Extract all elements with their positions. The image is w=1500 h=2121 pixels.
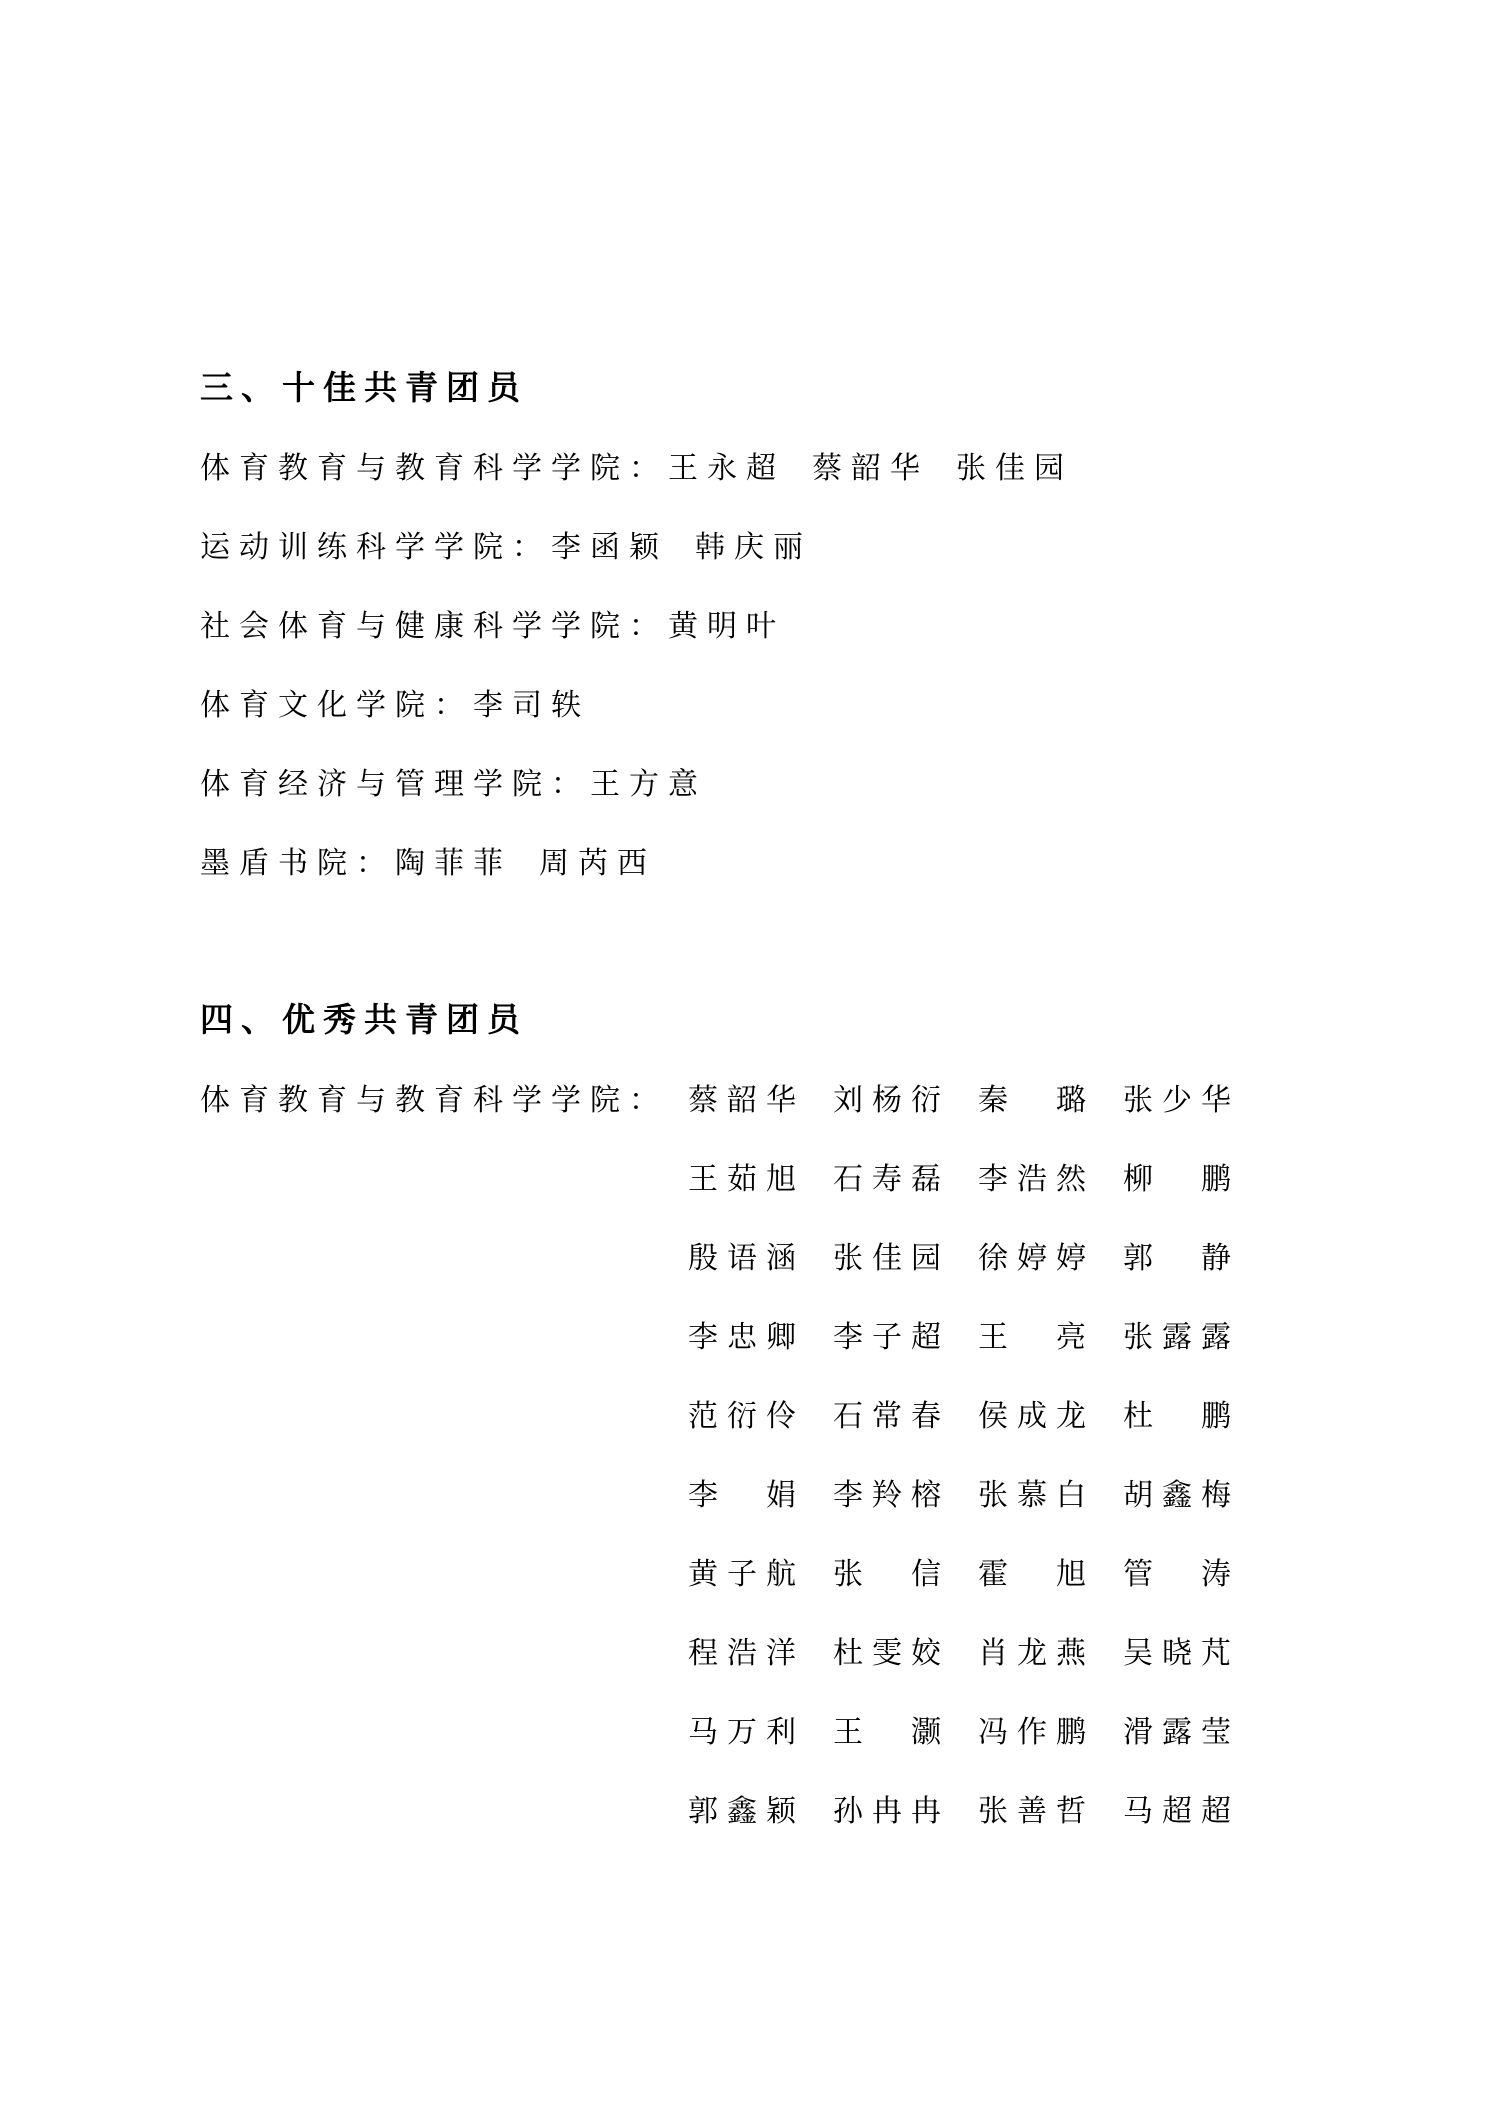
college-label: 墨盾书院： [200, 846, 395, 880]
student-name: 张少华 [1123, 1083, 1240, 1117]
student-name: 范衍伶 [688, 1399, 805, 1433]
name-grid [688, 1057, 1310, 1847]
student-name: 韩庆丽 [695, 530, 812, 564]
college-label: 体育文化学院： [200, 688, 473, 722]
student-name: 张慕白 [978, 1478, 1095, 1512]
student-name: 胡鑫梅 [1123, 1478, 1240, 1512]
name-row [688, 1610, 1310, 1689]
award-line [200, 425, 1310, 504]
student-name: 吴晓芃 [1123, 1636, 1240, 1670]
student-name: 陶菲菲 [395, 846, 512, 880]
student-name: 王 灏 [833, 1715, 950, 1749]
name-row [688, 1215, 1310, 1294]
student-name: 郭鑫颖 [688, 1794, 805, 1828]
award-grid-block [200, 1057, 1310, 1847]
student-name: 黄子航 [688, 1557, 805, 1591]
student-name: 霍 旭 [978, 1557, 1095, 1591]
student-name: 侯成龙 [978, 1399, 1095, 1433]
student-name: 张善哲 [978, 1794, 1095, 1828]
student-name: 黄明叶 [668, 609, 785, 643]
student-name: 马超超 [1123, 1794, 1240, 1828]
student-name: 李 娟 [688, 1478, 805, 1512]
name-row [688, 1057, 1310, 1136]
student-name: 李浩然 [978, 1162, 1095, 1196]
student-name: 张佳园 [956, 451, 1073, 485]
name-row [688, 1768, 1310, 1847]
award-line [200, 820, 1310, 899]
student-name: 张露露 [1123, 1320, 1240, 1354]
student-name: 秦 璐 [978, 1083, 1095, 1117]
student-name: 马万利 [688, 1715, 805, 1749]
student-name: 李司轶 [473, 688, 590, 722]
college-label: 运动训练科学学院： [200, 530, 551, 564]
student-name: 刘杨衍 [833, 1083, 950, 1117]
award-line [200, 583, 1310, 662]
student-name: 杜雯姣 [833, 1636, 950, 1670]
student-name: 李羚榕 [833, 1478, 950, 1512]
student-name: 王永超 [668, 451, 785, 485]
name-row [688, 1689, 1310, 1768]
student-name: 张 信 [833, 1557, 950, 1591]
student-name: 王茹旭 [688, 1162, 805, 1196]
student-name: 肖龙燕 [978, 1636, 1095, 1670]
college-label: 体育教育与教育科学学院： [200, 451, 668, 485]
student-name: 周芮西 [539, 846, 656, 880]
student-name: 王方意 [590, 767, 707, 801]
student-name: 李函颖 [551, 530, 668, 564]
student-name: 蔡韶华 [688, 1083, 805, 1117]
award-line [200, 741, 1310, 820]
document-content [200, 346, 1310, 1847]
section-4-heading: 四、优秀共青团员 [200, 1001, 528, 1038]
college-label: 体育教育与教育科学学院： [200, 1083, 668, 1117]
student-name: 管 涛 [1123, 1557, 1240, 1591]
award-line [200, 504, 1310, 583]
name-row [688, 1136, 1310, 1215]
name-row [688, 1531, 1310, 1610]
student-name: 王 亮 [978, 1320, 1095, 1354]
name-row [688, 1373, 1310, 1452]
student-name: 石寿磊 [833, 1162, 950, 1196]
student-name: 张佳园 [833, 1241, 950, 1275]
name-row [688, 1294, 1310, 1373]
college-label: 体育经济与管理学院： [200, 767, 590, 801]
student-name: 滑露莹 [1123, 1715, 1240, 1749]
student-name: 柳 鹏 [1123, 1162, 1240, 1196]
section-3-heading: 三、十佳共青团员 [200, 369, 528, 406]
student-name: 程浩洋 [688, 1636, 805, 1670]
college-label: 社会体育与健康科学学院： [200, 609, 668, 643]
student-name: 蔡韶华 [812, 451, 929, 485]
student-name: 李忠卿 [688, 1320, 805, 1354]
award-line [200, 662, 1310, 741]
name-row [688, 1452, 1310, 1531]
blank-line [200, 899, 1310, 978]
student-name: 石常春 [833, 1399, 950, 1433]
student-name: 殷语涵 [688, 1241, 805, 1275]
student-name: 李子超 [833, 1320, 950, 1354]
student-name: 杜 鹏 [1123, 1399, 1240, 1433]
student-name: 徐婷婷 [978, 1241, 1095, 1275]
student-name: 郭 静 [1123, 1241, 1240, 1275]
student-name: 冯作鹏 [978, 1715, 1095, 1749]
student-name: 孙冉冉 [833, 1794, 950, 1828]
